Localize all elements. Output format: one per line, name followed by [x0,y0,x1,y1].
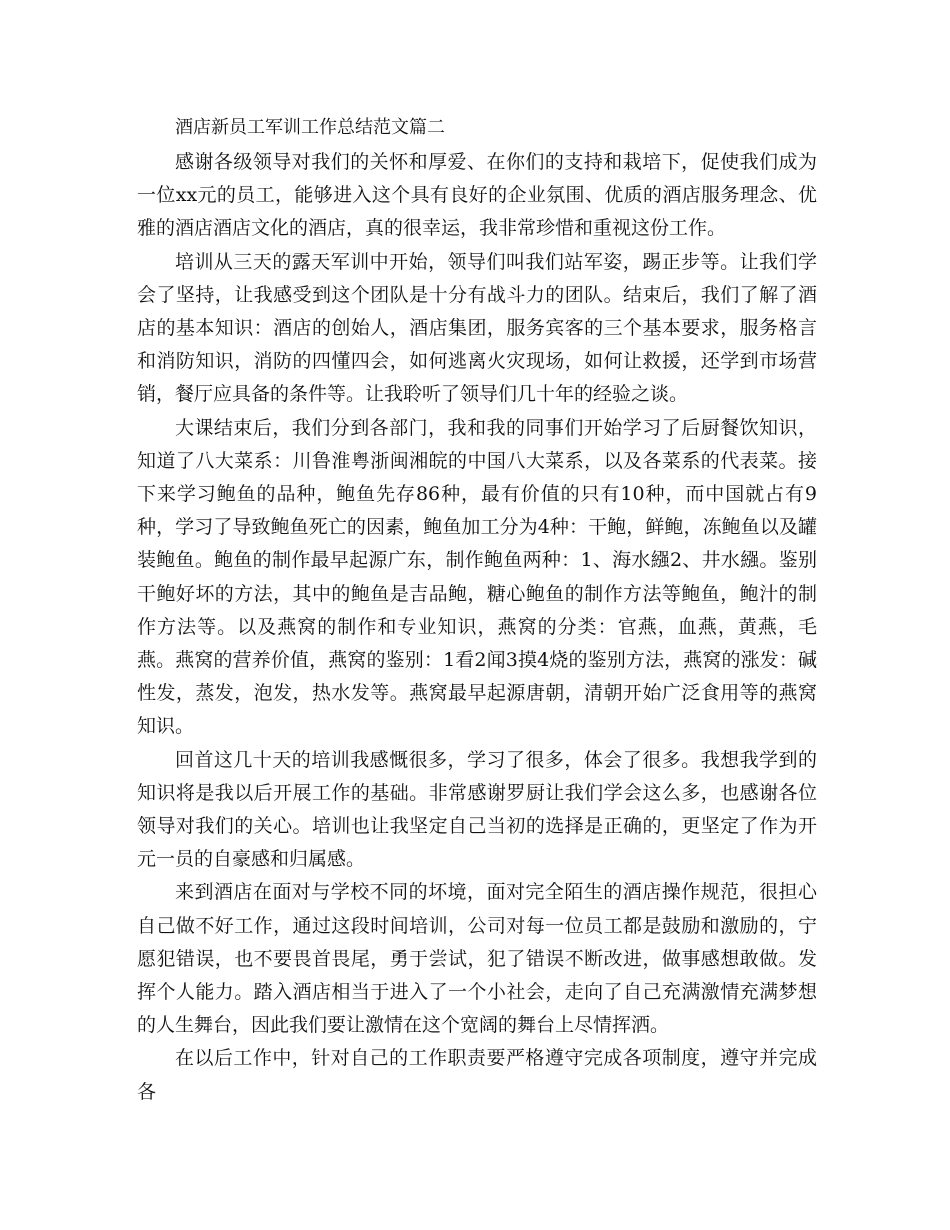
paragraph-1: 感谢各级领导对我们的关怀和厚爱、在你们的支持和栽培下，促使我们成为一位xx元的员工，能够进入这个具有良好的企业氛围、优质的酒店服务理念、优雅的酒店酒店文化的酒店，真的很幸运，我非常珍惜和重视这份工作。 [137,151,817,240]
paragraph-3: 大课结束后，我们分到各部门，我和我的同事们开始学习了后厨餐饮知识，知道了八大菜系：川鲁淮粤浙闽湘皖的中国八大菜系，以及各菜系的代表菜。接下来学习鲍鱼的品种，鲍鱼先存86种，最有价值的只有10种，而中国就占有9种，学习了导致鲍鱼死亡的因素，鲍鱼加工分为4种：干鲍，鲜鲍，冻鲍鱼以及罐装鲍鱼。鲍鱼的制作最早起源广东，制作鲍鱼两种：1、海水繦2、井水繦。鉴别干鲍好坏的方法，其中的鲍鱼是吉品鲍，糖心鲍鱼的制作方法等鲍鱼，鲍汁的制作方法等。以及燕窝的制作和专业知识，燕窝的分类：官燕，血燕，黄燕，毛燕。燕窝的营养价值，燕窝的鉴别：1看2闻3摸4烧的鉴别方法，燕窝的涨发：碱性发，蒸发，泡发，热水发等。燕窝最早起源唐朝，清朝开始广泛食用等的燕窝知识。 [137,416,817,738]
paragraph-5: 来到酒店在面对与学校不同的坏境，面对完全陌生的酒店操作规范，很担心自己做不好工作，通过这段时间培训，公司对每一位员工都是鼓励和激励的，宁愿犯错误，也不要畏首畏尾，勇于尝试，犯了错误不断改进，做事感想敢做。发挥个人能力。踏入酒店相当于进入了一个小社会，走向了自己充满激情充满梦想的人生舞台，因此我们要让激情在这个宽阔的舞台上尽情挥洒。 [137,881,817,1037]
paragraph-6: 在以后工作中，针对自己的工作职责要严格遵守完成各项制度，遵守并完成各 [137,1047,817,1103]
document-body [137,112,817,1109]
document-title: 酒店新员工军训工作总结范文篇二 [175,117,445,138]
paragraph-4: 回首这几十天的培训我感慨很多，学习了很多，体会了很多。我想我学到的知识将是我以后开展工作的基础。非常感谢罗厨让我们学会这么多，也感谢各位领导对我们的关心。培训也让我坚定自己当初的选择是正确的，更坚定了作为开元一员的自豪感和归属感。 [137,748,817,871]
paragraph-2: 培训从三天的露天军训中开始，领导们叫我们站军姿，踢正步等。让我们学会了坚持，让我感受到这个团队是十分有战斗力的团队。结束后，我们了解了酒店的基本知识：酒店的创始人，酒店集团，服务宾客的三个基本要求，服务格言和消防知识，消防的四懂四会，如何逃离火灾现场，如何让救援，还学到市场营销，餐厅应具备的条件等。让我聆听了领导们几十年的经验之谈。 [137,250,817,406]
